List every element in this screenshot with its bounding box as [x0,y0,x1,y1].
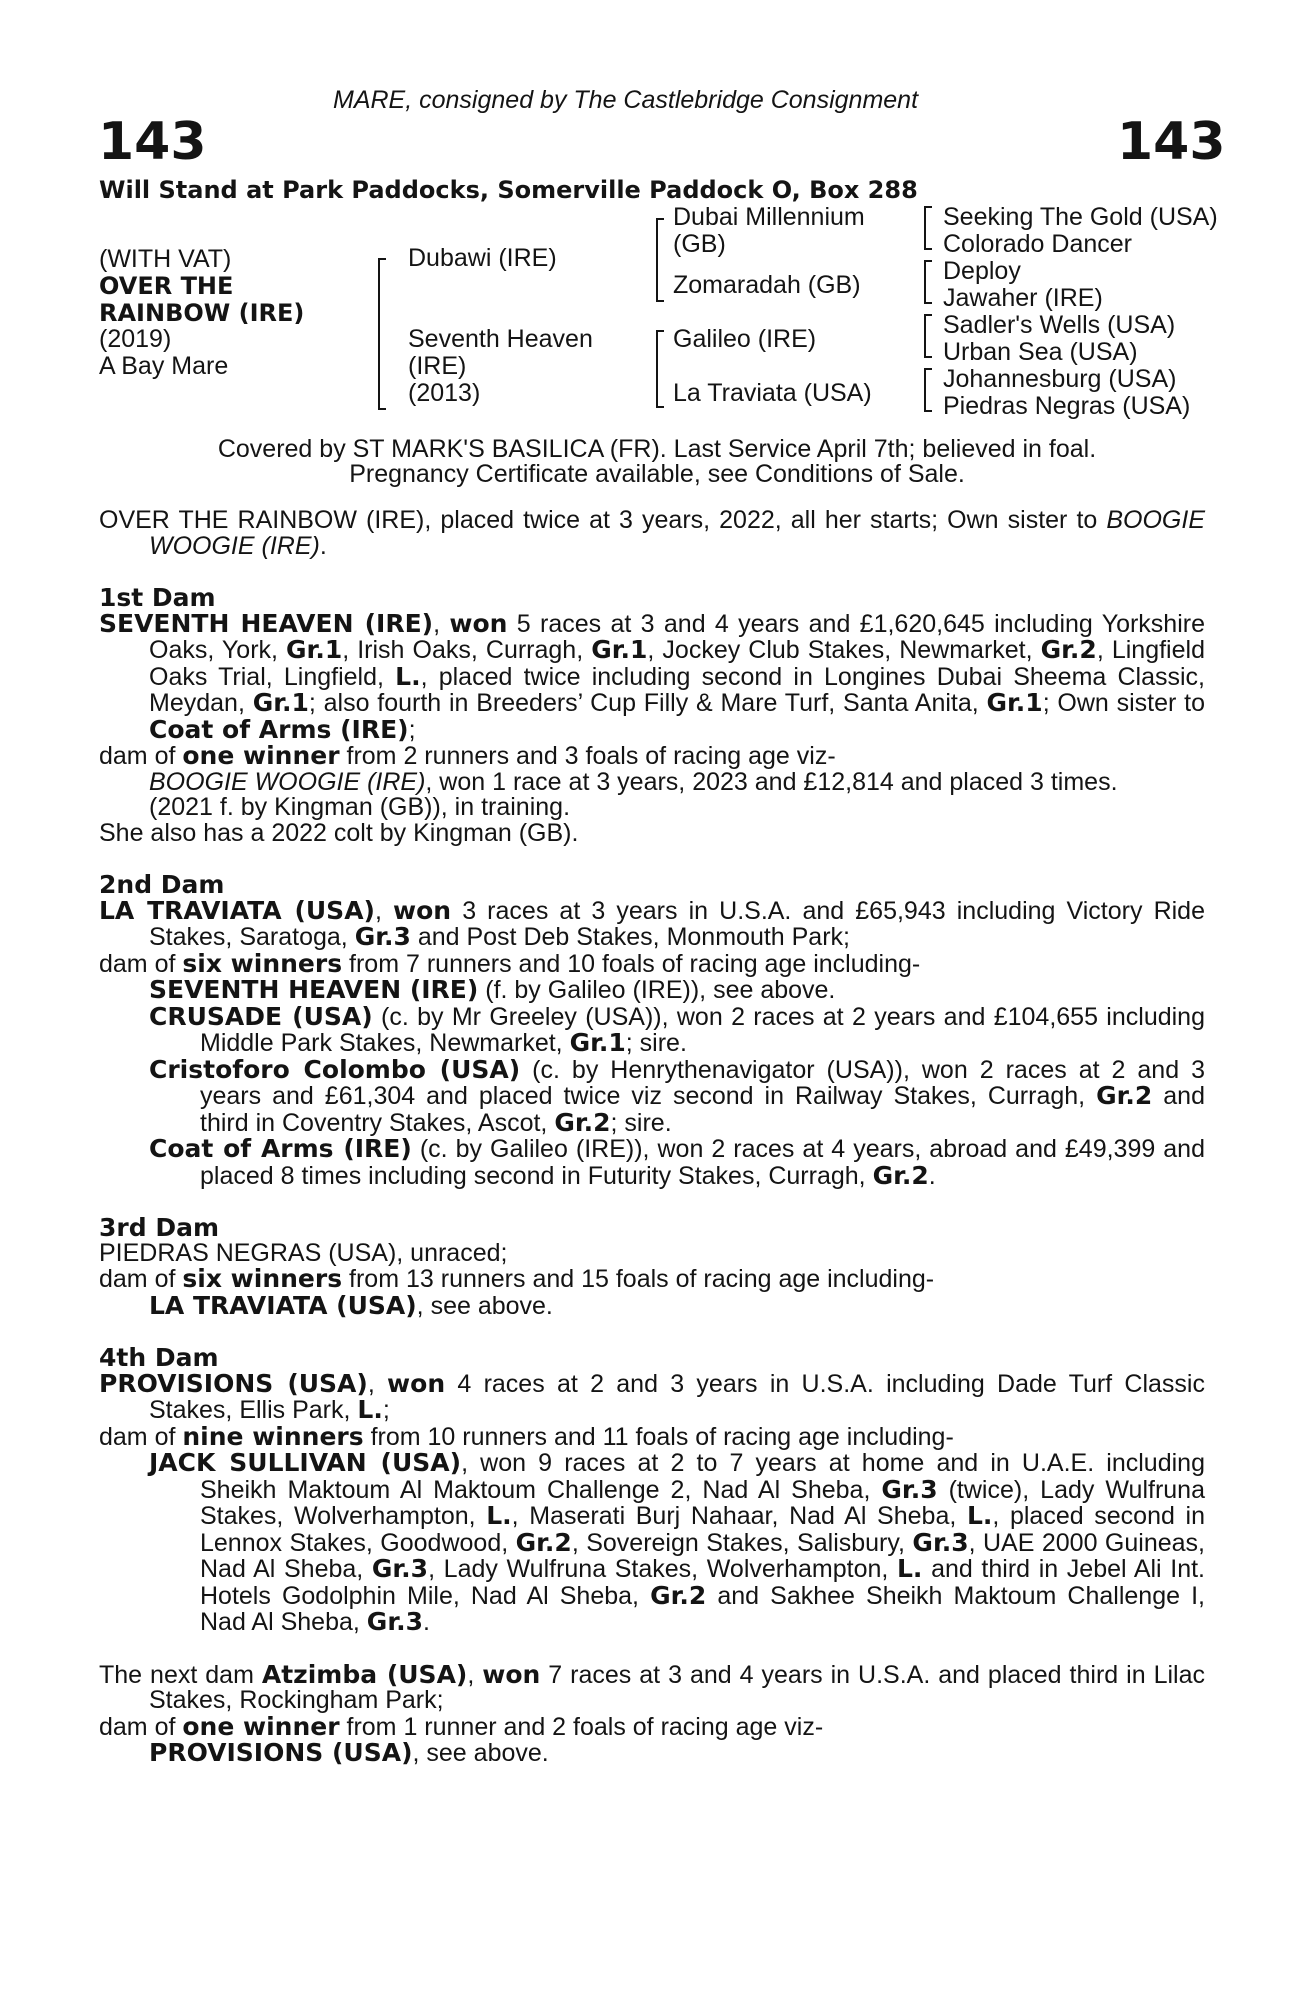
bold-text: Gr.1 [569,1028,626,1057]
text-run: 7 races at 3 and 4 years in U.S.A. and placed third in Lilac Stakes, Rockingham Park; [149,1660,1205,1714]
text-run: (c. by Galileo (IRE)), won 2 races at 4 years, abroad and £49,399 and placed 8 times including second in Futurity Stakes, Curragh, [200,1135,1205,1190]
text-run: , Jockey Club Stakes, Newmarket, [647,636,1041,664]
text-run: ; sire. [625,1029,687,1057]
fourth-dam-produce [99,1421,1205,1451]
bold-text: one winner [182,1711,340,1741]
sire: Dubawi (IRE) [408,244,557,272]
text-run: (c. by Henrythenavigator (USA)), won 2 races at 2 and 3 years and £61,304 and placed twice viz second in Railway Stakes, Curragh, [200,1055,1206,1110]
bold-text: Gr.1 [252,688,309,717]
text-run: dam of [99,1422,183,1451]
sister-name: BOOGIE WOOGIE (IRE) [149,506,1205,560]
bold-text: won [393,895,452,925]
bold-text: L. [966,1501,993,1530]
gen3-6: Urban Sea (USA) [943,338,1138,366]
first-dam-foal-1 [99,767,1205,796]
text-run: from 7 runners and 10 foals of racing age including- [342,949,921,978]
bold-text: Cristoforo Colombo (USA) [149,1054,521,1084]
bold-text: Gr.2 [515,1527,572,1557]
sire-sire-line1: Dubai Millennium [673,203,865,231]
horse-name-line1: OVER THE [99,272,234,300]
lot-number-right: 143 [1117,112,1226,172]
lot-number-left: 143 [98,112,207,172]
second-dam-foal-1 [99,977,1205,1004]
third-dam-heading: 3rd Dam [99,1213,219,1242]
bold-text: Gr.1 [286,635,343,664]
bold-text: CRUSADE (USA) [149,1001,373,1031]
bold-text: L. [395,661,421,691]
stand-location: Will Stand at Park Paddocks, Somerville Paddock O, Box 288 [99,176,918,204]
second-dam-produce [99,948,1205,978]
bold-text: Gr.2 [650,1580,707,1610]
bold-text: Gr.3 [881,1474,938,1504]
text-run: , [367,1369,388,1398]
dam-line3: (2013) [408,379,481,407]
bold-text: SEVENTH HEAVEN (IRE) [149,975,479,1004]
text-run: dam of [99,949,183,978]
text-run: (f. by Galileo (IRE)), see above. [478,976,836,1004]
third-dam-foal-1 [99,1290,1205,1320]
bold-text: nine winners [182,1421,364,1451]
first-dam-foal-2 [99,795,1205,821]
pedigree-brace [378,258,386,410]
bold-text: Gr.3 [912,1527,969,1557]
pedigree-brace [924,368,932,412]
second-dam-heading: 2nd Dam [99,870,225,899]
text-run: from 1 runner and 2 foals of racing age viz- [339,1712,824,1741]
text-run: , won 9 races at 2 to 7 years at home and in U.A.E. including Sheikh Maktoum Al Maktoum Challenge 2, Nad Al Sheba, [200,1449,1205,1504]
dam-line2: (IRE) [408,352,467,380]
pedigree-brace [924,206,932,250]
text-run: . [928,1161,936,1190]
next-dam-record [99,1659,1205,1714]
second-dam-foal-4 [99,1136,1205,1189]
text-run: ; [382,1396,390,1424]
text-run: (c. by Mr Greeley (USA)), won 2 races at 2 years and £104,655 including Middle Park Stakes, Newmarket, [200,1002,1205,1057]
bold-text: Atzimba (USA) [261,1659,468,1689]
text-run: and third in Coventry Stakes, Ascot, [200,1082,1205,1137]
vat-note: (WITH VAT) [99,245,232,273]
text-run: from 10 runners and 11 foals of racing age including- [363,1422,954,1451]
bold-text: won [387,1368,446,1398]
consignor-line: MARE, consigned by The Castlebridge Consignment [333,86,919,114]
first-dam-record [99,608,1206,744]
gen3-5: Sadler's Wells (USA) [943,311,1176,339]
bold-text: Gr.2 [872,1160,929,1190]
gen3-3: Deploy [943,257,1021,285]
gen3-2: Colorado Dancer [943,230,1132,258]
text-run: , Maserati Burj Nahaar, Nad Al Sheba, [511,1502,967,1530]
text-run: , placed twice including second in Longines Dubai Sheema Classic, Meydan, [149,662,1206,717]
third-dam-produce [99,1266,1205,1293]
bold-text: Gr.3 [354,922,411,951]
text-run: The next dam [99,1660,262,1689]
bold-text: SEVENTH HEAVEN (IRE) [99,608,434,638]
text-run: 4 races at 2 and 3 years in U.S.A. including Dade Turf Classic Stakes, Ellis Park, [149,1369,1205,1424]
bold-text: Gr.2 [1040,635,1097,664]
sire-sire-line2: (GB) [673,230,726,258]
next-dam-produce [99,1711,1205,1741]
text-run: , [374,896,394,925]
gen3-1: Seeking The Gold (USA) [943,203,1218,231]
text-run: , [467,1660,483,1689]
text-run: , won 1 race at 3 years, 2023 and £12,814 and placed 3 times. [425,767,1118,796]
bold-text: Gr.3 [371,1554,429,1583]
second-dam-foal-2 [99,1001,1205,1057]
fourth-dam-foal-1 [99,1450,1205,1636]
third-dam-record [99,1238,1205,1267]
text-run: , Irish Oaks, Curragh, [342,636,592,664]
pedigree-brace [924,260,932,304]
text-run: , Lingfield Oaks Trial, Lingfield, [149,636,1205,691]
covering-line1: Covered by ST MARK'S BASILICA (FR). Last Service April 7th; believed in foal. [217,435,1097,463]
text-run: , Lady Wulfruna Stakes, Wolverhampton, [428,1555,897,1583]
text-run: . [422,1608,430,1636]
text-run: from 2 runners and 3 foals of racing age viz- [339,742,836,770]
dam-dam: La Traviata (USA) [673,379,872,407]
text-run: from 13 runners and 15 foals of racing age including- [342,1265,935,1293]
text-run: dam of [99,742,183,770]
second-dam-record [99,895,1205,951]
bold-text: Coat of Arms (IRE) [149,714,409,744]
pedigree-brace [656,330,664,408]
text-run: dam of [99,1712,183,1741]
bold-text: LA TRAVIATA (USA) [99,895,375,925]
gen3-7: Johannesburg (USA) [943,365,1177,393]
text-run: , [433,609,450,638]
italic-text: BOOGIE WOOGIE (IRE) [149,767,426,796]
bold-text: LA TRAVIATA (USA) [149,1290,417,1320]
bold-text: L. [486,1501,512,1530]
bold-text: L. [896,1554,923,1583]
bold-text: Coat of Arms (IRE) [149,1134,412,1163]
bold-text: PROVISIONS (USA) [149,1738,413,1767]
text-run: ; Own sister to [1042,689,1205,717]
gen3-4: Jawaher (IRE) [943,284,1103,312]
text-run: and third in Jebel Ali Int. Hotels Godolphin Mile, Nad Al Sheba, [200,1555,1205,1610]
text-run: 5 races at 3 and 4 years and £1,620,645 including Yorkshire Oaks, York, [149,609,1205,664]
text-run: (2021 f. by Kingman (GB)), in training. [149,793,571,821]
bold-text: Gr.1 [591,635,648,664]
horse-name-line2: RAINBOW (IRE) [99,299,305,327]
text-run: and Sakhee Sheikh Maktoum Challenge I, Nad Al Sheba, [200,1581,1205,1636]
text-run: , see above. [416,1291,553,1320]
bold-text: six winners [182,1264,343,1293]
text-run: She also has a 2022 colt by Kingman (GB). [99,818,579,847]
pedigree-brace [924,314,932,358]
text-run: , UAE 2000 Guineas, Nad Al Sheba, [200,1528,1205,1583]
text-run: and Post Deb Stakes, Monmouth Park; [410,923,850,951]
text-run: ; [408,715,416,744]
bold-text: six winners [182,948,343,978]
text-run: , Sovereign Stakes, Salisbury, [571,1528,913,1557]
text-run: 3 races at 3 years in U.S.A. and £65,943 including Victory Ride Stakes, Saratoga, [149,896,1205,951]
produce-record [99,508,1205,1767]
first-dam-heading: 1st Dam [99,583,216,612]
text-run: , placed second in Lennox Stakes, Goodwood, [200,1502,1205,1557]
bold-text: JACK SULLIVAN (USA) [149,1448,462,1477]
bold-text: won [482,1659,541,1689]
bold-text: won [449,608,508,638]
bold-text: Gr.3 [366,1607,423,1636]
text-run: ; sire. [610,1108,672,1137]
covering-line2: Pregnancy Certificate available, see Conditions of Sale. [349,460,965,488]
first-dam-foal-3 [99,818,1205,847]
text-run: (twice), Lady Wulfruna Stakes, Wolverhampton, [200,1475,1205,1530]
horse-description: A Bay Mare [99,352,229,380]
next-dam-foal-1 [99,1740,1205,1767]
text-run: , see above. [412,1739,549,1767]
gen3-8: Piedras Negras (USA) [943,392,1191,420]
text-run: PIEDRAS NEGRAS (USA), unraced; [99,1238,508,1267]
fourth-dam-heading: 4th Dam [99,1343,219,1372]
sire-dam: Zomaradah (GB) [673,271,861,299]
second-dam-foal-3 [99,1054,1206,1137]
pedigree-brace [656,218,664,302]
first-dam-produce [99,743,1205,770]
bold-text: Gr.2 [1096,1081,1153,1110]
dam-sire: Galileo (IRE) [673,325,817,353]
text-run: dam of [99,1265,183,1293]
intro-paragraph: OVER THE RAINBOW (IRE), placed twice at 3 years, 2022, all her starts; Own sister to BOOGIE WOOGIE (IRE). [99,506,1205,560]
bold-text: PROVISIONS (USA) [99,1368,368,1398]
fourth-dam-record [99,1368,1205,1424]
bold-text: Gr.2 [554,1107,611,1137]
bold-text: L. [357,1395,383,1424]
text-run: ; also fourth in Breeders’ Cup Filly & Mare Turf, Santa Anita, [308,689,987,717]
dam-line1: Seventh Heaven [408,325,593,353]
horse-year: (2019) [99,325,172,353]
bold-text: one winner [182,741,340,770]
bold-text: Gr.1 [986,688,1043,717]
